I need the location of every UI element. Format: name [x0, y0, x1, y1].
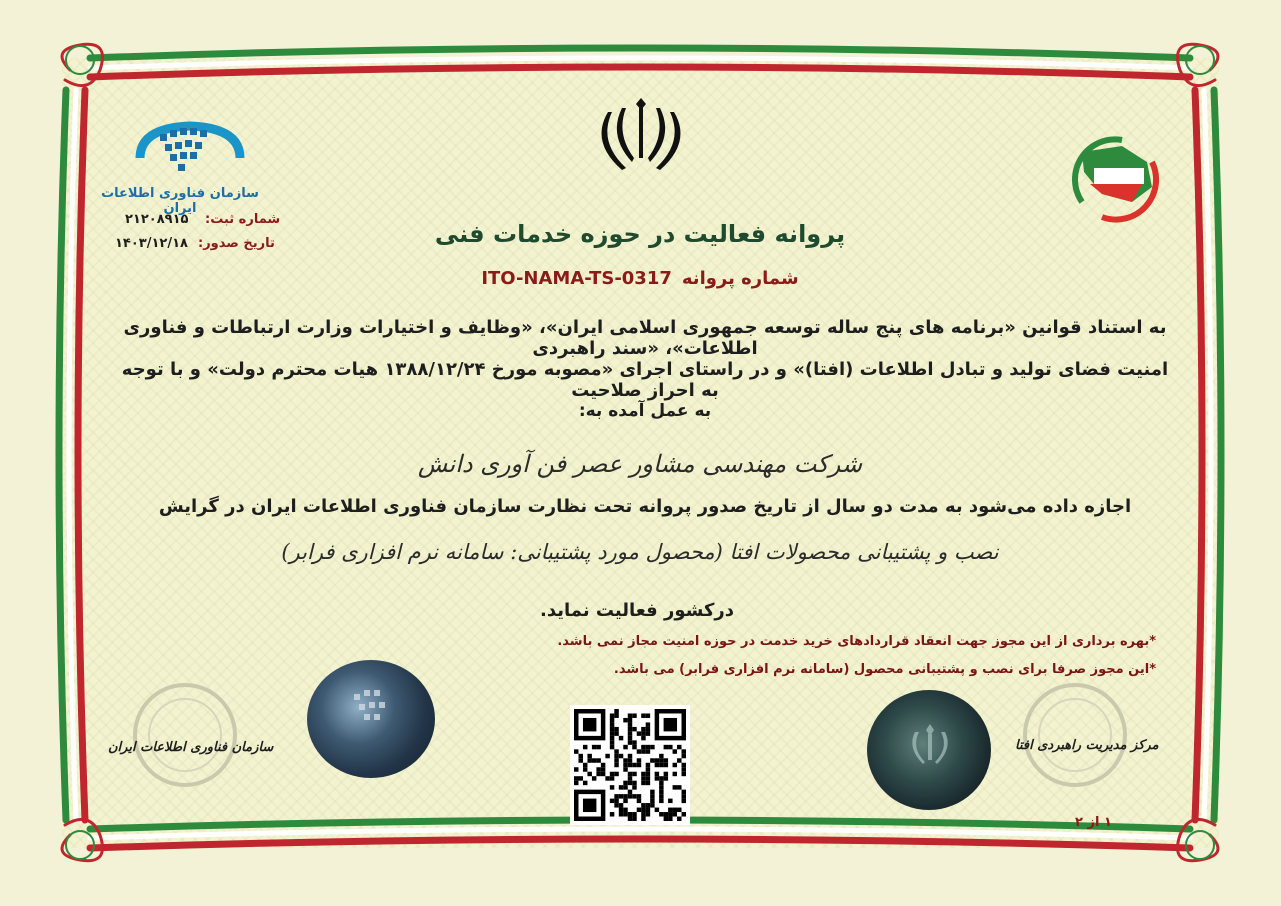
issue-value: ۱۴۰۳/۱۲/۱۸: [115, 236, 188, 251]
license-label: شماره پروانه: [681, 268, 799, 289]
reg-value: ۲۱۲۰۸۹۱۵: [125, 212, 189, 227]
license-number: [300, 268, 980, 289]
afta-map-logo-icon: [1062, 132, 1172, 227]
note-2: *این مجوز صرفا برای نصب و پشتیبانی محصول (سامانه نرم افزاری فرابر) می باشد.: [613, 662, 1156, 677]
body-line-1: به استناد قوانین «برنامه های پنج ساله توسعه جمهوری اسلامی ایران»، «وظایف و اختیارات وزارت ارتباطات و فناوری اطلاعات»، «سند راهبردی: [123, 317, 1167, 359]
body-line-3: به عمل آمده به:: [578, 401, 712, 421]
page-number: ۱ از ۲: [1075, 815, 1112, 830]
body-line-4: اجازه داده می‌شود به مدت دو سال از تاریخ صدور پروانه تحت نظارت سازمان فناوری اطلاعات ایران در گرایش: [158, 496, 1132, 517]
left-signature-label: سازمان فناوری اطلاعات ایران: [108, 740, 274, 755]
activity-field: نصب و پشتیبانی محصولات افتا (محصول مورد پشتیبانی: سامانه نرم افزاری فرابر): [281, 540, 999, 564]
issue-label: تاریخ صدور:: [198, 236, 275, 251]
right-signature-label: مرکز مدیریت راهبردی افتا: [1015, 738, 1159, 753]
company-name: شرکت مهندسی مشاور عصر فن آوری دانش: [417, 450, 863, 478]
header-org-name: سازمان فناوری اطلاعات ایران: [101, 186, 259, 216]
reg-label: شماره ثبت:: [205, 212, 281, 227]
body-line-2: امنیت فضای تولید و تبادل اطلاعات (افتا)» و در راستای اجرای «مصوبه مورخ ۱۳۸۸/۱۲/۲۴ هیات محترم دولت» و با توجه به احراز صلاحیت: [121, 359, 1169, 401]
note-1: *بهره برداری از این مجوز جهت انعقاد قراردادهای خرید خدمت در حوزه امنیت مجاز نمی باشد.: [557, 634, 1156, 649]
ito-logo-icon: [130, 118, 250, 188]
right-stamp-watermark: [1000, 680, 1150, 790]
page-title: پروانه فعالیت در حوزه خدمات فنی: [434, 220, 846, 248]
left-stamp-watermark: [110, 680, 260, 790]
left-hologram-logo-icon: [340, 680, 400, 740]
body-line-5: درکشور فعالیت نماید.: [540, 600, 735, 621]
right-hologram-emblem-icon: [905, 720, 955, 770]
license-value: ITO-NAMA-TS-0317: [481, 268, 672, 289]
qr-code[interactable]: [570, 705, 690, 825]
iran-emblem-icon: [596, 94, 686, 174]
